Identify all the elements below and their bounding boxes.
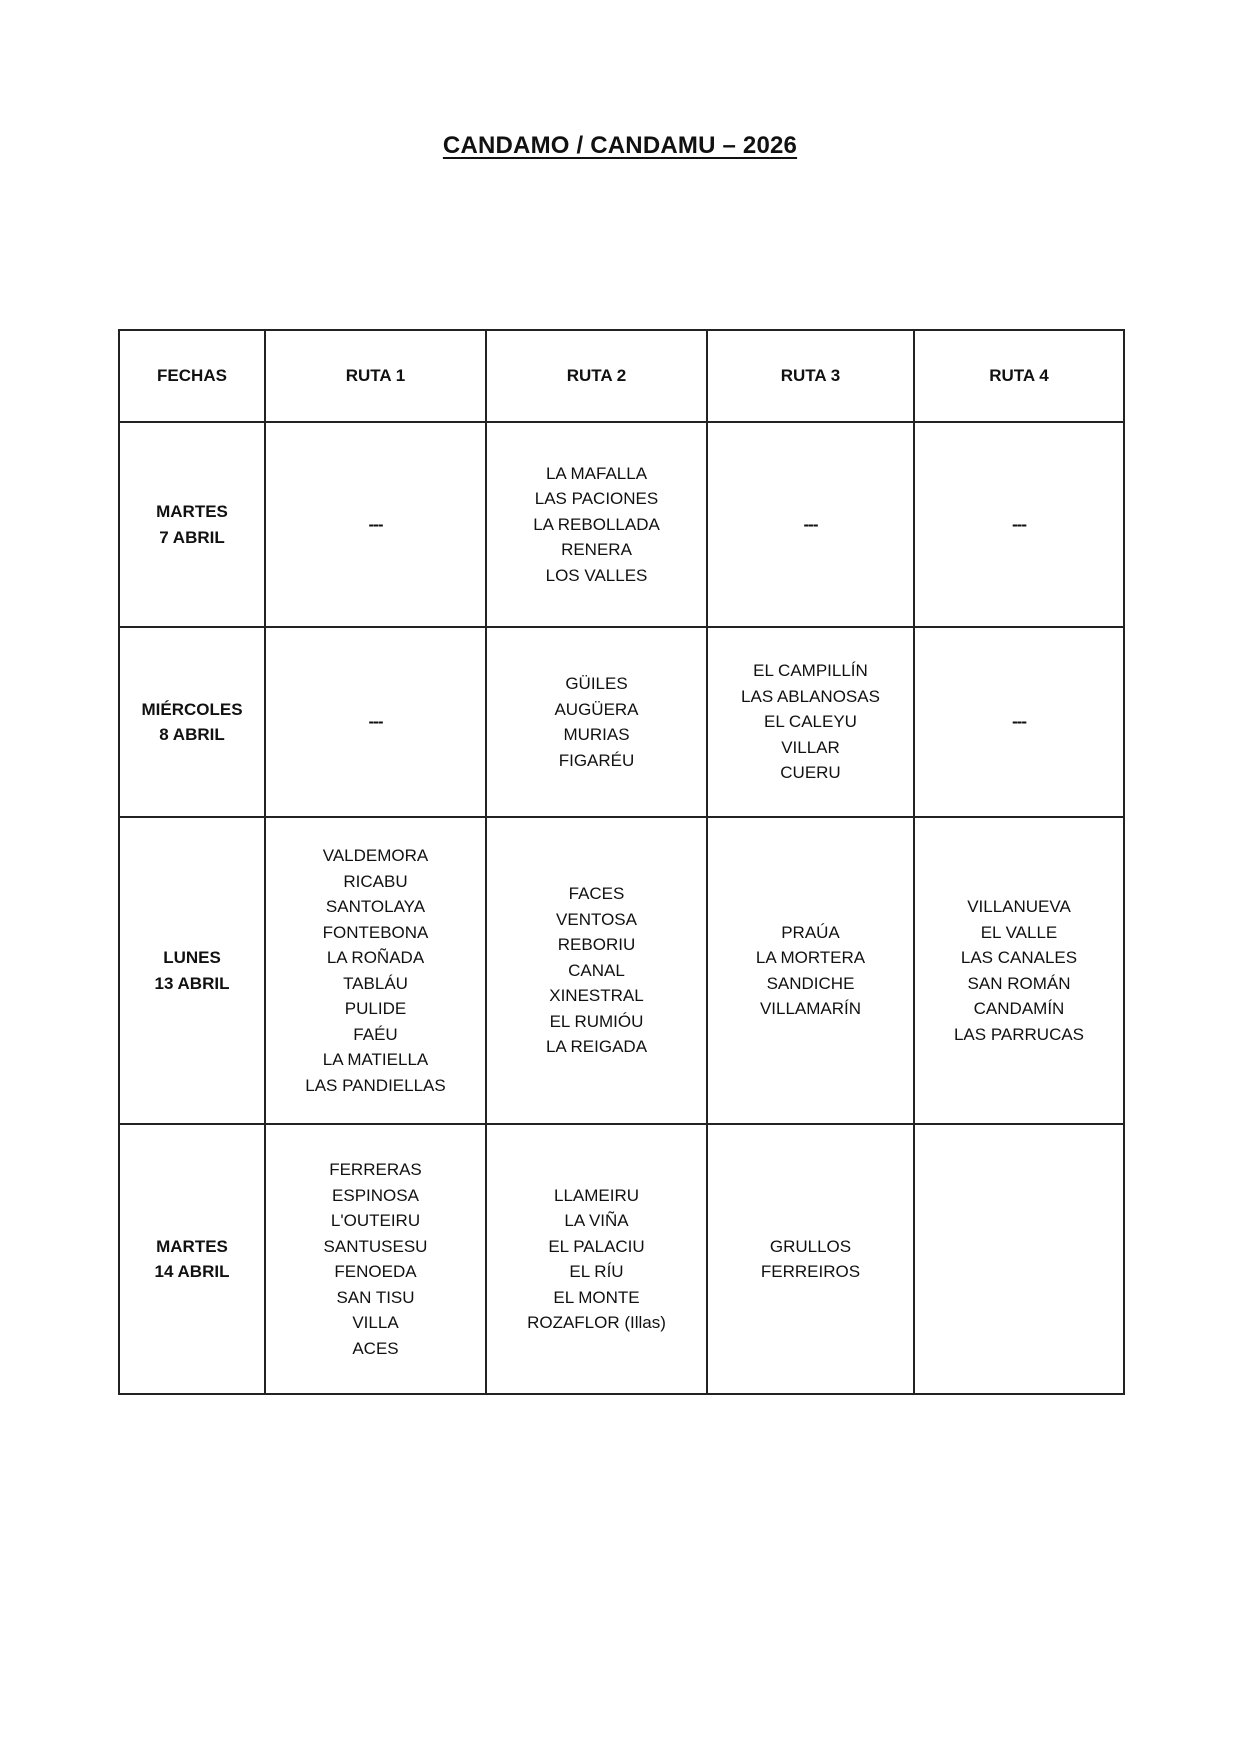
- place-name: CUERU: [780, 763, 841, 783]
- place-name: CANAL: [568, 960, 625, 980]
- place-name: LA REBOLLADA: [533, 514, 660, 534]
- place-name: VENTOSA: [556, 909, 637, 929]
- route-3-cell: [707, 1124, 914, 1394]
- place-name: CANDAMÍN: [973, 999, 1065, 1018]
- place-name: FERRERAS: [329, 1160, 422, 1179]
- date-day-month: 14 ABRIL: [154, 1262, 230, 1281]
- no-route-dash: ---: [1012, 514, 1026, 534]
- date-weekday: MIÉRCOLES: [141, 699, 243, 719]
- place-name: LA ROÑADA: [326, 948, 425, 967]
- route-schedule-table: [118, 329, 1125, 1395]
- document-title-text: CANDAMO / CANDAMU – 2026: [442, 132, 798, 159]
- place-name: EL CAMPILLÍN: [753, 661, 868, 681]
- place-name: TABLÁU: [343, 973, 408, 993]
- place-name: LAS PACIONES: [534, 489, 659, 509]
- route-2-cell: [486, 627, 707, 817]
- route-1-cell: [265, 627, 486, 817]
- place-name: ACES: [352, 1338, 399, 1358]
- table-header-row: [119, 330, 1124, 422]
- place-name: ESPINOSA: [332, 1185, 419, 1205]
- place-name: MURIAS: [563, 725, 630, 744]
- date-cell: [119, 817, 265, 1124]
- place-name: EL VALLE: [980, 922, 1058, 942]
- document-title: [0, 132, 1240, 160]
- place-name: SAN TISU: [336, 1287, 415, 1307]
- place-name: XINESTRAL: [549, 986, 644, 1006]
- route-4-cell: [914, 422, 1124, 627]
- place-name: LA MATIELLA: [322, 1050, 429, 1069]
- place-name: LAS PARRUCAS: [953, 1024, 1085, 1044]
- place-name: LAS CANALES: [960, 948, 1078, 967]
- place-name: LAS PANDIELLAS: [305, 1075, 446, 1095]
- header-ruta-3: RUTA 3: [707, 330, 914, 422]
- place-name: PRAÚA: [781, 922, 840, 942]
- place-name: SANTOLAYA: [325, 897, 426, 916]
- place-name: REBORIU: [557, 935, 636, 955]
- route-4-cell: [914, 1124, 1124, 1394]
- place-name: VILLA: [352, 1313, 399, 1332]
- date-cell: [119, 627, 265, 817]
- place-name: FAÉU: [353, 1024, 398, 1044]
- table-row: [119, 627, 1124, 817]
- place-name: EL MONTE: [553, 1287, 640, 1307]
- header-fechas: FECHAS: [119, 330, 265, 422]
- place-name: PULIDE: [344, 999, 407, 1018]
- route-3-cell: [707, 817, 914, 1124]
- table-row: [119, 817, 1124, 1124]
- table-row: [119, 422, 1124, 627]
- place-name: FACES: [568, 884, 625, 904]
- header-ruta-2: RUTA 2: [486, 330, 707, 422]
- place-name: SANTUSESU: [323, 1236, 428, 1256]
- place-name: LA REIGADA: [545, 1037, 648, 1057]
- date-weekday: MARTES: [156, 1236, 228, 1256]
- date-weekday: MARTES: [156, 502, 228, 521]
- route-3-cell: [707, 627, 914, 817]
- route-4-cell: [914, 817, 1124, 1124]
- place-name: VILLANUEVA: [967, 897, 1071, 916]
- place-name: SANDICHE: [766, 973, 855, 993]
- place-name: L'OUTEIRU: [330, 1211, 421, 1230]
- place-name: FONTEBONA: [322, 922, 429, 942]
- place-name: LA MAFALLA: [545, 463, 648, 483]
- route-4-cell: [914, 627, 1124, 817]
- date-weekday: LUNES: [163, 948, 221, 967]
- route-1-cell: [265, 422, 486, 627]
- no-route-dash: ---: [803, 514, 818, 534]
- place-name: LLAMEIRU: [553, 1185, 640, 1205]
- place-name: EL CALEYU: [764, 712, 857, 732]
- date-day-month: 8 ABRIL: [159, 725, 225, 744]
- place-name: LA MORTERA: [755, 948, 866, 967]
- header-ruta-1: RUTA 1: [265, 330, 486, 422]
- place-name: EL RUMIÓU: [549, 1011, 644, 1031]
- place-name: GRULLOS: [769, 1236, 852, 1256]
- no-route-dash: ---: [1012, 712, 1026, 732]
- date-cell: [119, 1124, 265, 1394]
- route-2-cell: [486, 817, 707, 1124]
- place-name: LOS VALLES: [545, 565, 648, 585]
- place-name: ROZAFLOR (Illas): [527, 1313, 666, 1332]
- place-name: FENOEDA: [334, 1262, 417, 1281]
- place-name: FERREIROS: [760, 1262, 861, 1281]
- place-name: LAS ABLANOSAS: [741, 686, 880, 706]
- place-name: RICABU: [343, 871, 408, 891]
- place-name: AUGÜERA: [554, 699, 639, 719]
- place-name: SAN ROMÁN: [967, 973, 1071, 993]
- route-3-cell: [707, 422, 914, 627]
- route-1-cell: [265, 817, 486, 1124]
- date-day-month: 7 ABRIL: [159, 527, 225, 547]
- place-name: VILLAMARÍN: [759, 999, 862, 1018]
- route-2-cell: [486, 422, 707, 627]
- no-route-dash: ---: [368, 712, 383, 732]
- place-name: LA VIÑA: [564, 1211, 629, 1230]
- no-route-dash: ---: [368, 514, 383, 534]
- date-day-month: 13 ABRIL: [154, 973, 230, 993]
- place-name: EL RÍU: [569, 1262, 624, 1281]
- route-1-cell: [265, 1124, 486, 1394]
- place-name: RENERA: [561, 540, 632, 560]
- date-cell: [119, 422, 265, 627]
- place-name: VILLAR: [781, 737, 840, 757]
- place-name: GÜILES: [565, 674, 628, 693]
- route-2-cell: [486, 1124, 707, 1394]
- table-row: [119, 1124, 1124, 1394]
- header-ruta-4: RUTA 4: [914, 330, 1124, 422]
- place-name: FIGARÉU: [558, 750, 635, 770]
- place-name: VALDEMORA: [322, 846, 429, 865]
- place-name: EL PALACIU: [548, 1236, 645, 1256]
